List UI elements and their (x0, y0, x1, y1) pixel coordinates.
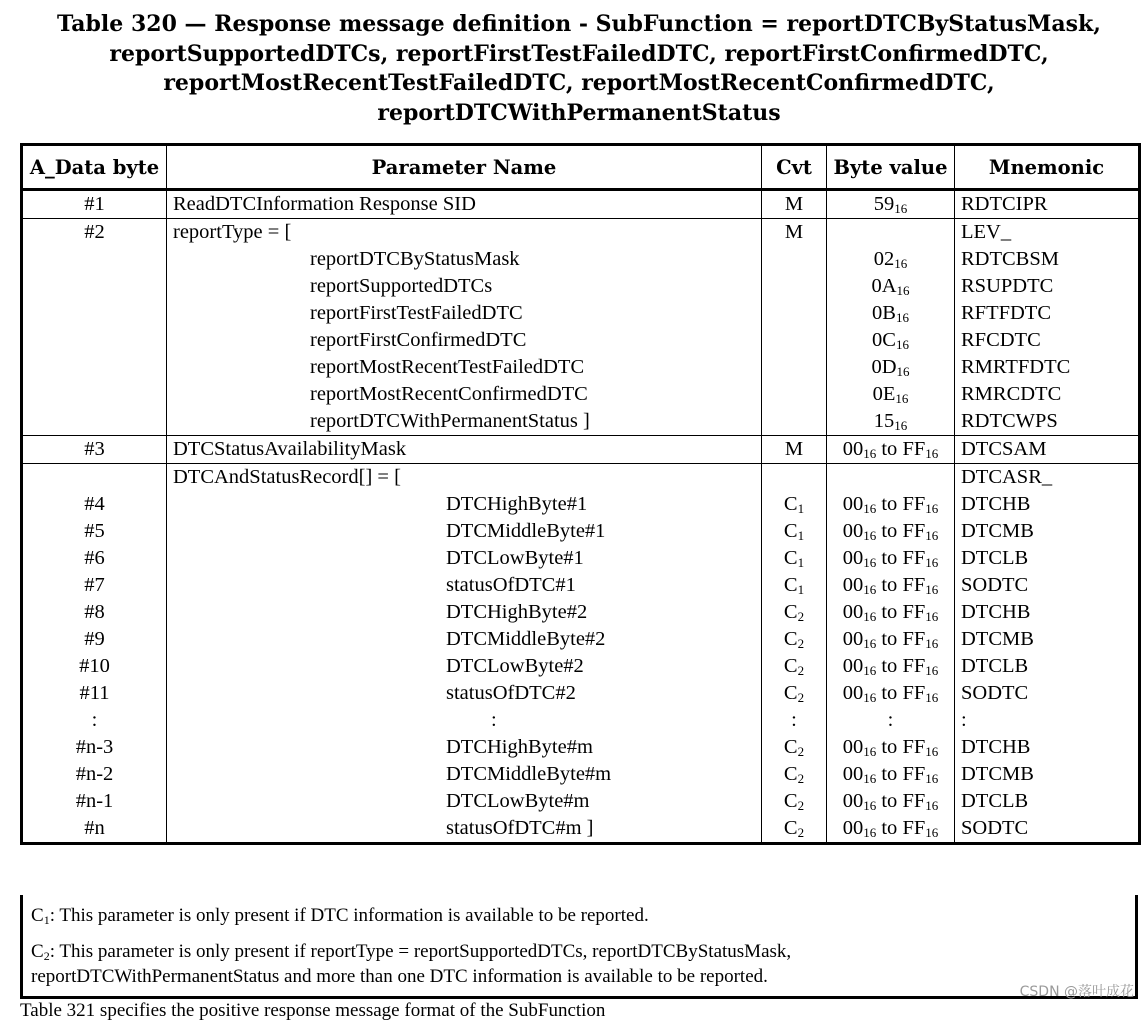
parameter-item: statusOfDTC#1 (446, 574, 576, 596)
parameter-cell: ReadDTCInformation Response SID (167, 190, 762, 219)
cvt-letter: C (783, 655, 798, 677)
value-text: 0A (871, 275, 897, 297)
value-separator: to (881, 790, 898, 812)
mnemonic-header: LEV_ (961, 221, 1012, 243)
value-item (833, 273, 948, 300)
cvt-text (768, 572, 820, 599)
value-item (833, 734, 948, 761)
value-text: 00 (842, 547, 864, 569)
cvt-letter: C (783, 817, 798, 839)
value-subscript: 16 (863, 501, 877, 516)
value-separator: to (881, 682, 898, 704)
cvt-subscript: 1 (797, 528, 805, 543)
cvt-text (768, 788, 820, 815)
value-separator: to (881, 628, 898, 650)
table-row (22, 436, 1140, 464)
cvt-subscript: 2 (797, 690, 805, 705)
mnemonic-item: RSUPDTC (961, 275, 1054, 297)
value-item (833, 599, 948, 626)
mnemonic-item: RFCDTC (961, 329, 1041, 351)
value-cell (827, 219, 955, 436)
cvt-text (768, 653, 820, 680)
parameter-item: reportMostRecentConfirmedDTC (310, 383, 588, 405)
parameter-cell (167, 219, 762, 436)
response-message-table (20, 143, 1141, 845)
value-text: 00 (842, 628, 864, 650)
value-text: 00 (842, 682, 864, 704)
cvt-text (768, 545, 820, 572)
table-notes (20, 895, 1138, 999)
title-line: reportSupportedDTCs, reportFirstTestFailedDTC, reportFirstConfirmedDTC, (109, 40, 1049, 67)
value-item (833, 354, 948, 381)
mnemonic-item: : (961, 709, 967, 731)
value-item (833, 381, 948, 408)
value-text: 0E (872, 383, 896, 405)
header-parameter-name: Parameter Name (167, 145, 762, 190)
value-text: FF (902, 763, 926, 785)
title-line: reportMostRecentTestFailedDTC, reportMostRecentConfirmedDTC, (163, 70, 995, 96)
value-item (833, 300, 948, 327)
value-text: 0D (871, 356, 897, 378)
cvt-letter: C (783, 736, 798, 758)
cvt-letter: C (783, 493, 798, 515)
mnemonic-item: RFTFDTC (961, 302, 1051, 324)
mnemonic-cell (955, 464, 1140, 844)
value-subscript: 16 (895, 310, 909, 325)
header-row (22, 145, 1140, 190)
parameter-item: DTCLowByte#2 (446, 655, 584, 677)
value-item (833, 246, 948, 273)
value-subscript: 16 (925, 501, 939, 516)
value-subscript: 16 (894, 201, 908, 216)
value-subscript: 16 (863, 690, 877, 705)
value-item (833, 653, 948, 680)
value-subscript: 16 (925, 744, 939, 759)
value-subscript: 16 (863, 555, 877, 570)
parameter-item: reportFirstConfirmedDTC (310, 329, 527, 351)
byte-text: #4 (84, 493, 105, 515)
cvt-letter: C (783, 601, 798, 623)
value-separator: to (881, 817, 898, 839)
cvt-letter: : (791, 709, 797, 731)
byte-text: #8 (84, 601, 105, 623)
cvt-letter: C (783, 574, 798, 596)
byte-text: #n-2 (75, 763, 114, 785)
mnemonic-item: RMRTFDTC (961, 356, 1071, 378)
value-subscript: 16 (863, 446, 877, 461)
value-separator: to (881, 438, 898, 460)
byte-cell (22, 219, 167, 436)
next-caption: Table 321 specifies the positive response message format of the SubFunction (20, 1000, 606, 1021)
value-item (833, 572, 948, 599)
value-text: 00 (842, 520, 864, 542)
title-line: reportDTCWithPermanentStatus (377, 99, 781, 126)
value-text: FF (902, 438, 926, 460)
cvt-text (768, 626, 820, 653)
value-separator: to (881, 493, 898, 515)
cvt-subscript: 1 (797, 555, 805, 570)
value-item (833, 545, 948, 572)
cvt-text (768, 518, 820, 545)
cvt-subscript: 2 (797, 636, 805, 651)
parameter-item: : (491, 709, 497, 731)
mnemonic-cell (955, 219, 1140, 436)
parameter-item: statusOfDTC#2 (446, 682, 576, 704)
value-text: 02 (873, 248, 895, 270)
value-subscript: 16 (863, 636, 877, 651)
cvt-subscript: 2 (797, 744, 805, 759)
cvt-text (768, 734, 820, 761)
value-subscript: 16 (863, 798, 877, 813)
table-row (22, 219, 1140, 436)
mnemonic-item: DTCMB (961, 628, 1034, 650)
value-subscript: 16 (925, 555, 939, 570)
value-text: 0B (872, 302, 896, 324)
value-item (833, 707, 948, 734)
value-text: FF (902, 682, 926, 704)
mnemonic-item: RDTCWPS (961, 410, 1058, 432)
byte-text: #n-1 (75, 790, 114, 812)
parameter-item: reportFirstTestFailedDTC (310, 302, 523, 324)
value-text: 00 (842, 493, 864, 515)
cvt-letter: C (783, 763, 798, 785)
watermark: CSDN @落叶成花 (1019, 984, 1134, 1000)
header-byte-value: Byte value (827, 145, 955, 190)
table-row (22, 190, 1140, 219)
cvt-letter: C (783, 520, 798, 542)
value-text: 0C (872, 329, 896, 351)
mnemonic-item: DTCLB (961, 790, 1029, 812)
value-subscript: 16 (925, 528, 939, 543)
mnemonic-item: DTCHB (961, 601, 1031, 623)
value-subscript: 16 (925, 582, 939, 597)
value-text: FF (902, 790, 926, 812)
parameter-item: DTCHighByte#1 (446, 493, 588, 515)
value-text: 00 (842, 574, 864, 596)
value-subscript: 16 (894, 418, 908, 433)
mnemonic-header: DTCASR_ (961, 466, 1053, 488)
cvt-subscript: 2 (797, 663, 805, 678)
value-separator: to (881, 574, 898, 596)
value-subscript: 16 (863, 609, 877, 624)
value-subscript: 16 (896, 364, 910, 379)
value-text: : (887, 709, 894, 731)
value-item (833, 815, 948, 842)
header-mnemonic: Mnemonic (955, 145, 1140, 190)
cvt-text (768, 815, 820, 842)
cvt-cell: M (762, 436, 827, 464)
header-a-data-byte: A_Data byte (22, 145, 167, 190)
parameter-item: reportMostRecentTestFailedDTC (310, 356, 585, 378)
value-subscript: 16 (925, 609, 939, 624)
parameter-item: statusOfDTC#m ] (446, 817, 594, 839)
value-text: 00 (842, 736, 864, 758)
value-subscript: 16 (863, 582, 877, 597)
mnemonic-item: SODTC (961, 682, 1029, 704)
cvt-text: M (784, 221, 804, 243)
cvt-subscript: 2 (797, 609, 805, 624)
parameter-item: DTCLowByte#m (446, 790, 590, 812)
cvt-letter: C (783, 547, 798, 569)
cvt-cell (762, 464, 827, 844)
parameter-item: DTCHighByte#m (446, 736, 593, 758)
mnemonic-item: DTCLB (961, 547, 1029, 569)
value-subscript: 16 (863, 744, 877, 759)
title-line: Table 320 — Response message definition - SubFunction = reportDTCByStatusMask, (57, 11, 1101, 37)
value-item (833, 680, 948, 707)
value-separator: to (881, 655, 898, 677)
mnemonic-item: DTCMB (961, 520, 1034, 542)
value-cell (827, 464, 955, 844)
parameter-header: DTCAndStatusRecord[] = [ (173, 466, 401, 488)
byte-cell: #1 (22, 190, 167, 219)
byte-text: #n-3 (75, 736, 114, 758)
parameter-item: DTCLowByte#1 (446, 547, 584, 569)
parameter-item: reportDTCByStatusMask (310, 248, 520, 270)
value-subscript: 16 (895, 391, 909, 406)
parameter-cell (167, 464, 762, 844)
value-text: 00 (842, 817, 864, 839)
byte-text: #6 (84, 547, 105, 569)
mnemonic-item: RMRCDTC (961, 383, 1062, 405)
value-text: 15 (873, 410, 895, 432)
value-text: FF (902, 493, 926, 515)
cvt-cell: M (762, 190, 827, 219)
value-item (833, 761, 948, 788)
value-subscript: 16 (925, 636, 939, 651)
byte-cell (22, 464, 167, 844)
mnemonic-item: SODTC (961, 574, 1029, 596)
value-item (833, 408, 948, 435)
byte-cell: #3 (22, 436, 167, 464)
byte-text: #11 (79, 682, 110, 704)
value-item (833, 327, 948, 354)
value-text: FF (902, 574, 926, 596)
mnemonic-item: DTCMB (961, 763, 1034, 785)
value-text: FF (902, 601, 926, 623)
cvt-letter: C (783, 790, 798, 812)
value-subscript: 16 (863, 825, 877, 840)
value-text: FF (902, 655, 926, 677)
cvt-text (768, 707, 820, 734)
value-text: 00 (842, 763, 864, 785)
mnemonic-item: SODTC (961, 817, 1029, 839)
byte-text: #n (84, 817, 105, 839)
value-text: FF (902, 817, 926, 839)
parameter-item: DTCMiddleByte#m (446, 763, 612, 785)
value-item (833, 788, 948, 815)
value-subscript: 16 (895, 337, 909, 352)
cvt-subscript: 2 (797, 771, 805, 786)
byte-text: #7 (84, 574, 105, 596)
note-c1: $C_1$: This parameter is only present if DTC information is available to be reported. (31, 905, 649, 927)
value-subscript: 16 (925, 798, 939, 813)
value-text: FF (902, 520, 926, 542)
value-cell (827, 436, 955, 464)
value-item (833, 491, 948, 518)
value-subscript: 16 (896, 283, 910, 298)
header-cvt: Cvt (762, 145, 827, 190)
cvt-text (768, 599, 820, 626)
mnemonic-item: RDTCBSM (961, 248, 1059, 270)
cvt-subscript: 1 (797, 582, 805, 597)
cvt-letter: C (783, 628, 798, 650)
value-text: 00 (842, 790, 864, 812)
value-separator: to (881, 763, 898, 785)
cvt-text (768, 491, 820, 518)
value-text: 59 (873, 193, 895, 215)
value-text: FF (902, 736, 926, 758)
value-item (833, 518, 948, 545)
value-subscript: 16 (863, 663, 877, 678)
value-text: FF (902, 547, 926, 569)
parameter-item: reportDTCWithPermanentStatus ] (310, 410, 590, 432)
value-text: 00 (842, 601, 864, 623)
value-separator: to (881, 736, 898, 758)
value-text: 00 (842, 655, 864, 677)
value-subscript: 16 (925, 446, 939, 461)
mnemonic-cell: RDTCIPR (955, 190, 1140, 219)
parameter-cell: DTCStatusAvailabilityMask (167, 436, 762, 464)
cvt-text (768, 680, 820, 707)
note-c2: $C_2$: This parameter is only present if reportType = reportSupportedDTCs, reportDTCByStatusMask, reportDTCWithPermanentStatus and more than one DTC information is available to be reported. (31, 941, 792, 987)
table-row (22, 464, 1140, 844)
value-subscript: 16 (925, 825, 939, 840)
value-subscript: 16 (894, 256, 908, 271)
value-item (833, 626, 948, 653)
value-subscript: 16 (925, 690, 939, 705)
value-subscript: 16 (863, 771, 877, 786)
value-separator: to (881, 520, 898, 542)
value-subscript: 16 (925, 663, 939, 678)
table-title (20, 10, 1138, 128)
value-text: FF (902, 628, 926, 650)
cvt-subscript: 1 (797, 501, 805, 516)
cvt-text (768, 761, 820, 788)
byte-text: #2 (84, 221, 105, 243)
parameter-item: DTCHighByte#2 (446, 601, 588, 623)
byte-text: #10 (79, 655, 110, 677)
value-text: 00 (842, 438, 864, 460)
mnemonic-item: DTCLB (961, 655, 1029, 677)
value-subscript: 16 (925, 771, 939, 786)
cvt-subscript: 2 (797, 825, 805, 840)
parameter-item: DTCMiddleByte#2 (446, 628, 606, 650)
cvt-cell (762, 219, 827, 436)
value-separator: to (881, 547, 898, 569)
value-cell (827, 190, 955, 219)
byte-text: #5 (84, 520, 105, 542)
mnemonic-item: DTCHB (961, 736, 1031, 758)
parameter-item: reportSupportedDTCs (310, 275, 493, 297)
cvt-subscript: 2 (797, 798, 805, 813)
mnemonic-item: DTCHB (961, 493, 1031, 515)
parameter-item: DTCMiddleByte#1 (446, 520, 606, 542)
byte-text: #9 (84, 628, 105, 650)
cvt-letter: C (783, 682, 798, 704)
value-separator: to (881, 601, 898, 623)
byte-text: : (91, 709, 98, 731)
parameter-header: reportType = [ (173, 221, 292, 243)
value-subscript: 16 (863, 528, 877, 543)
mnemonic-cell: DTCSAM (955, 436, 1140, 464)
